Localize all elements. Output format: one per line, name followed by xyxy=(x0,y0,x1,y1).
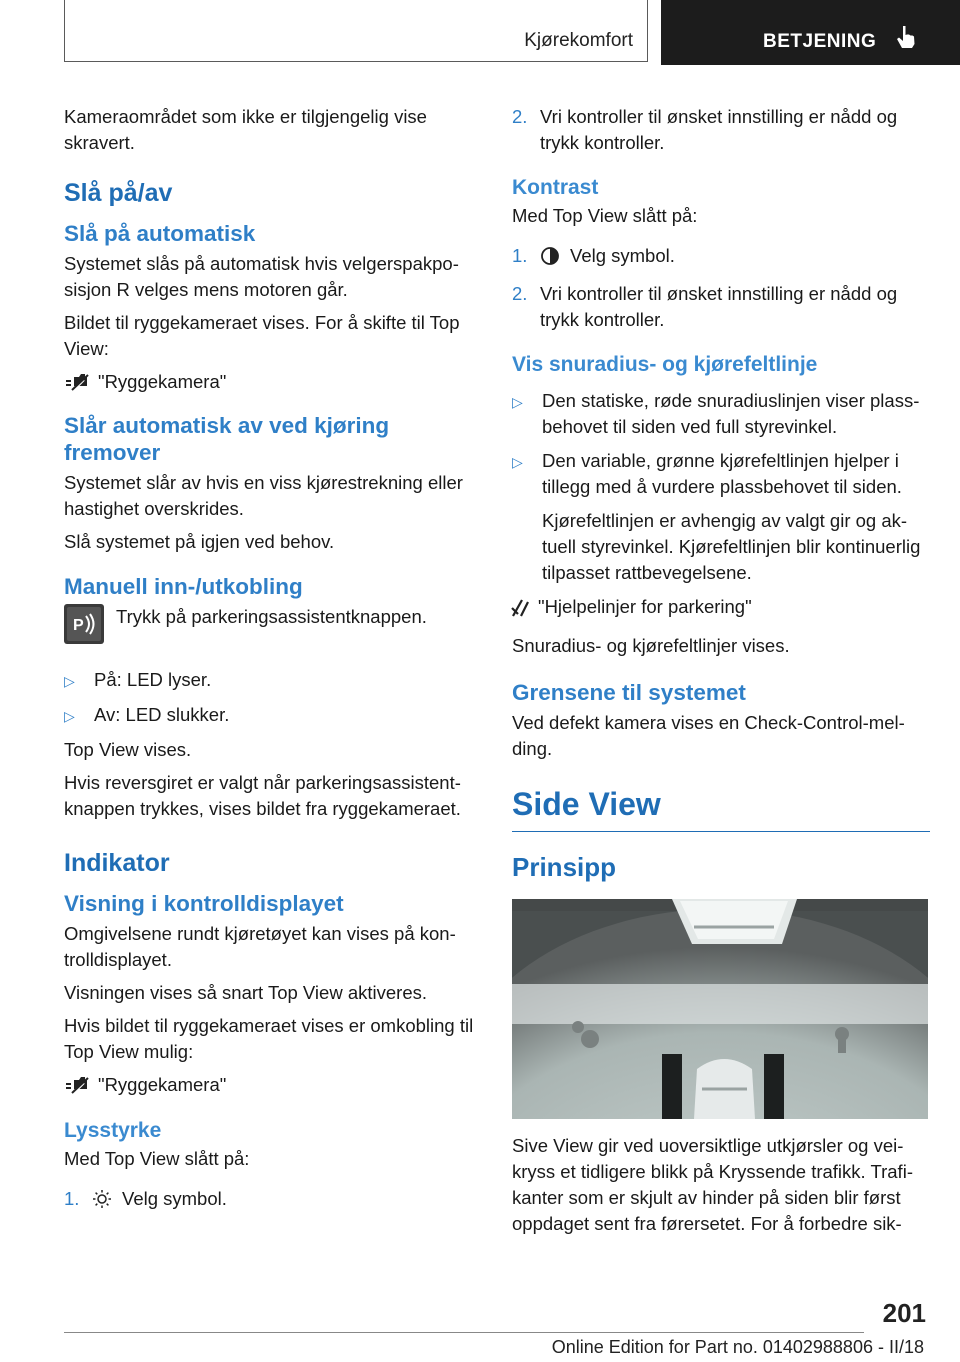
side-view-illustration xyxy=(512,899,928,1119)
ryggekamera-label: "Ryggekamera" xyxy=(98,371,227,392)
triangle-bullet-icon: ▷ xyxy=(64,708,75,724)
hjelpelinjer-menu-item xyxy=(510,594,930,625)
paragraph: Snuradius- og kjørefeltlinjer vises. xyxy=(512,635,790,656)
paragraph: Bildet til ryggekameraet vises. For å skifte til Top View: xyxy=(64,312,460,359)
paragraph: Systemet slår av hvis en viss kjørestrekning eller hastighet overskrides. xyxy=(64,472,463,519)
heading-sla-pa-automatisk: Slå på automatisk xyxy=(64,221,256,246)
heading-visning: Visning i kontrolldisplayet xyxy=(64,891,344,916)
parking-guide-lines-icon xyxy=(510,596,532,618)
heading-lysstyrke: Lysstyrke xyxy=(64,1119,162,1142)
triangle-bullet-icon: ▷ xyxy=(512,454,523,470)
hand-pointer-icon xyxy=(894,24,918,50)
ryggekamera-menu-item xyxy=(64,369,482,400)
heading-slar-av-fremover: Slår automatisk av ved kjøring fremover xyxy=(64,413,390,465)
left-column xyxy=(64,104,482,1224)
list-item: ▷ Av: LED slukker. xyxy=(64,702,482,729)
edition-text: Online Edition for Part no. 01402988806 - II/18 xyxy=(551,1337,924,1357)
intro-text: Kameraområdet som ikke er tilgjengelig vise skravert. xyxy=(64,106,427,153)
heading-snuradius: Vis snuradius- og kjørefeltlinje xyxy=(512,353,818,376)
header-chapter-box xyxy=(661,0,960,65)
heading-kontrast: Kontrast xyxy=(512,176,599,199)
triangle-bullet-icon: ▷ xyxy=(512,394,523,410)
reverse-camera-icon xyxy=(64,371,90,393)
heading-indikator: Indikator xyxy=(64,849,170,877)
svg-text:P: P xyxy=(73,617,84,634)
header-section-box xyxy=(64,0,648,62)
triangle-bullet-icon: ▷ xyxy=(64,673,75,689)
paragraph: Visningen vises så snart Top View aktiveres. xyxy=(64,982,427,1003)
brightness-icon xyxy=(92,1189,112,1209)
paragraph: Med Top View slått på: xyxy=(512,205,698,226)
page-number: 201 xyxy=(882,1298,926,1328)
right-column xyxy=(512,104,930,1244)
numbered-step: 2. Vri kontroller til ønsket innstilling er nådd og trykk kontroller. xyxy=(512,106,898,153)
list-item: ▷ På: LED lyser. xyxy=(64,667,482,694)
hjelpelinjer-label: "Hjelpelinjer for parkering" xyxy=(538,596,752,617)
numbered-step: 1. Velg symbol. xyxy=(512,245,675,266)
paragraph: Hvis bildet til ryggekameraet vises er omkobling til Top View mulig: xyxy=(64,1015,474,1062)
heading-sla-pa-av: Slå på/av xyxy=(64,179,173,207)
header-section-title: Kjørekomfort xyxy=(524,30,633,51)
contrast-icon xyxy=(540,246,560,266)
paragraph: Hvis reversgiret er valgt når parkeringsassistentknappen trykkes, vises bildet fra ryggekameraet. xyxy=(64,772,461,819)
chapter-title-side-view: Side View xyxy=(512,786,930,832)
paragraph: Systemet slås på automatisk hvis velgerspakposisjon R velges mens motoren går. xyxy=(64,253,459,300)
header-chapter-title: BETJENING xyxy=(763,31,877,52)
paragraph: Slå systemet på igjen ved behov. xyxy=(64,531,335,552)
parking-assist-button-icon xyxy=(64,604,104,644)
numbered-step: 1. Velg symbol. xyxy=(64,1188,227,1209)
reverse-camera-icon xyxy=(64,1074,90,1096)
paragraph: Ved defekt kamera vises en Check-Control-melding. xyxy=(512,712,905,759)
parking-button-row xyxy=(64,604,482,651)
heading-manuell: Manuell inn-/utkobling xyxy=(64,574,303,599)
ryggekamera-label: "Ryggekamera" xyxy=(98,1074,227,1095)
paragraph: Omgivelsene rundt kjøretøyet kan vises på kontrolldisplayet. xyxy=(64,923,456,970)
heading-grensene: Grensene til systemet xyxy=(512,680,746,705)
numbered-step: 2. Vri kontroller til ønsket innstilling er nådd og trykk kontroller. xyxy=(512,283,898,330)
heading-prinsipp: Prinsipp xyxy=(512,852,617,882)
footer-divider xyxy=(64,1332,864,1333)
parking-button-text: Trykk på parkeringsassistentknappen. xyxy=(116,606,427,627)
paragraph: Med Top View slått på: xyxy=(64,1148,250,1169)
ryggekamera-menu-item xyxy=(64,1072,482,1103)
paragraph: Sive View gir ved uoversiktlige utkjørsler og veikryss et tidligere blikk på Kryssende trafikk. Trafikanter som er skjult av hinder på siden blir først oppdaget sent fra førersetet. For å forbedre sik- xyxy=(512,1135,913,1234)
list-item-subtext: Kjørefeltlinjen er avhengig av valgt gir og aktuell styrevinkel. Kjørefeltlinjen blir kontinuerlig tilpasset rattbevegelsene. xyxy=(542,510,921,583)
list-item: ▷ Den variable, grønne kjørefeltlinjen hjelper i tillegg med å vurdere plassbehovet til siden. Kjørefeltlinjen er avhengig av valgt gir og aktuell styrevinkel. Kjørefeltlinjen blir kontinuerlig tilpasset rattbevegelsene. xyxy=(512,448,930,586)
list-item: ▷ Den statiske, røde snuradiuslinjen viser plassbehovet til siden ved full styrevinkel. xyxy=(512,388,930,440)
paragraph: Top View vises. xyxy=(64,739,192,760)
